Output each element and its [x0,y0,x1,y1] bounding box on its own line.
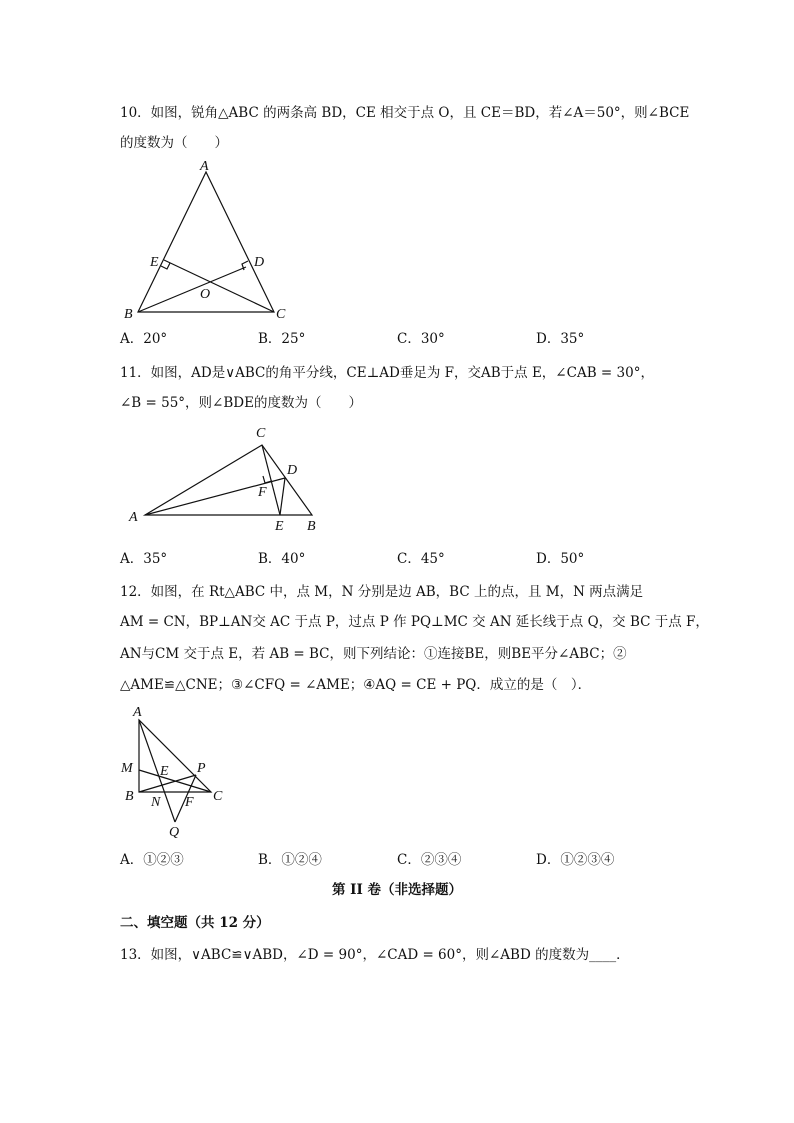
q10-label-D: D [254,255,265,270]
q10-label-B: B [124,307,133,322]
q12-option-a[interactable]: A．①②③ [120,852,184,868]
q12-label-C: C [213,789,223,804]
q11-label-E: E [275,519,284,534]
q10-stem-line1: 10．如图，锐角△ABC 的两条高 BD，CE 相交于点 O，且 CE＝BD，若∠A＝50°，则∠BCE [120,105,690,121]
q10-option-a[interactable]: A．20° [120,331,168,347]
q11-label-C: C [256,426,266,441]
q10-right-angle-E [161,263,170,269]
q10-option-b[interactable]: B．25° [258,331,306,347]
q11-label-F: F [258,485,267,500]
q11-label-B: B [307,519,316,534]
q12-label-F: F [185,795,194,810]
q12-label-E: E [160,764,169,779]
q10-option-c[interactable]: C．30° [397,331,445,347]
q10-stem-line2: 的度数为（ ） [120,135,228,151]
q11-option-c[interactable]: C．45° [397,551,445,567]
q12-label-N: N [151,795,161,810]
q12-label-A: A [133,705,142,720]
q11-option-b[interactable]: B．40° [258,551,306,567]
q12-stem-line3: AN与CM 交于点 E，若 AB = BC，则下列结论：①连接BE，则BE平分∠ABC；② [120,646,627,662]
q12-stem-line1: 12．如图，在 Rt△ABC 中，点 M，N 分别是边 AB，BC 上的点，且 M，N 两点满足 [120,584,644,600]
q10-figure [110,160,310,330]
section2-title: 二、填空题（共 12 分） [120,915,270,931]
q10-label-A: A [200,159,209,174]
q10-label-O: O [200,287,211,302]
q12-option-d[interactable]: D．①②③④ [536,852,615,868]
q12-label-Q: Q [169,825,180,840]
q10-label-C: C [276,307,286,322]
q12-label-B: B [125,789,134,804]
q11-stem-line1: 11．如图，AD是∨ABC的角平分线，CE⊥AD垂足为 F，交AB于点 E，∠CAB = 30°， [120,365,654,381]
q11-figure [125,420,335,545]
q12-option-b[interactable]: B．①②④ [258,852,322,868]
q11-triangle [145,445,312,515]
q12-stem-line2: AM = CN，BP⊥AN交 AC 于点 P，过点 P 作 PQ⊥MC 交 AN 延长线于点 Q，交 BC 于点 F， [120,614,709,630]
q12-label-P: P [197,761,206,776]
q12-figure [115,702,240,842]
q12-option-c[interactable]: C．②③④ [397,852,462,868]
q10-label-E: E [150,255,159,270]
q12-stem-line4: △AME≌△CNE；③∠CFQ = ∠AME；④AQ = CE + PQ．成立的是（ ）． [120,677,592,693]
q11-label-A: A [129,510,138,525]
q11-option-a[interactable]: A．35° [120,551,168,567]
q10-option-d[interactable]: D．35° [536,331,585,347]
q11-line-DE [280,478,285,515]
q12-label-M: M [121,761,133,776]
q13-stem: 13．如图，∨ABC≌∨ABD，∠D = 90°，∠CAD = 60°，则∠ABD 的度数为____． [120,947,630,963]
section-header: 第 II 卷（非选择题） [331,882,463,898]
q11-option-d[interactable]: D．50° [536,551,585,567]
q11-label-D: D [287,463,298,478]
q11-stem-line2: ∠B = 55°，则∠BDE的度数为（ ） [120,395,362,411]
